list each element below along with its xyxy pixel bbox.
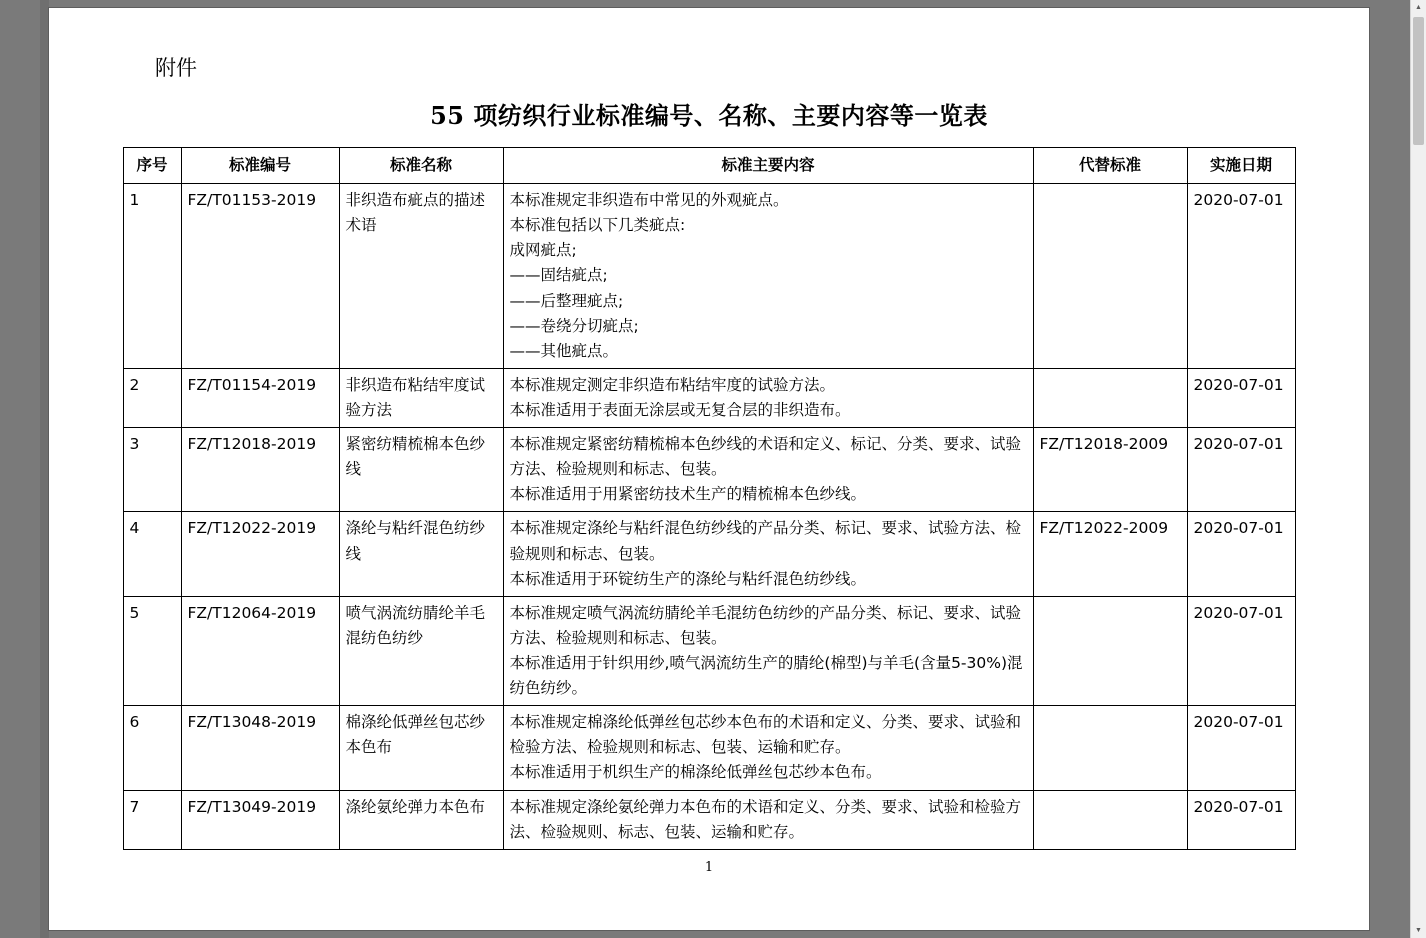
cell-replaced-standard [1033, 184, 1187, 369]
cell-effective-date: 2020-07-01 [1187, 368, 1295, 427]
cell-row-number: 6 [123, 706, 181, 790]
cell-standard-name: 紧密纺精梳棉本色纱线 [339, 428, 503, 512]
cell-row-number: 1 [123, 184, 181, 369]
cell-effective-date: 2020-07-01 [1187, 790, 1295, 849]
cell-row-number: 5 [123, 596, 181, 705]
content-line: 本标准包括以下几类疵点: [509, 216, 686, 235]
cell-standard-code: FZ/T13048-2019 [181, 706, 339, 790]
table-row [123, 428, 1295, 512]
cell-row-number: 3 [123, 428, 181, 512]
content-line: 本标准规定紧密纺精梳棉本色纱线的术语和定义、标记、分类、要求、试验方法、检验规则和标志、包装。 [509, 435, 1022, 479]
cell-effective-date: 2020-07-01 [1187, 428, 1295, 512]
cell-replaced-standard: FZ/T12022-2009 [1033, 512, 1187, 596]
column-header-date: 实施日期 [1187, 148, 1295, 184]
content-line: 本标准适用于机织生产的棉涤纶低弹丝包芯纱本色布。 [509, 763, 882, 782]
content-line: ——其他疵点。 [509, 341, 619, 360]
content-line: 本标准适用于表面无涂层或无复合层的非织造布。 [509, 400, 851, 419]
cell-standard-code: FZ/T12064-2019 [181, 596, 339, 705]
scroll-up-icon[interactable]: ▲ [1411, 0, 1426, 15]
cell-standard-content [503, 596, 1033, 705]
page-title: 55 项纺织行业标准编号、名称、主要内容等一览表 [430, 101, 988, 130]
scrollbar-thumb[interactable] [1413, 17, 1424, 145]
cell-effective-date: 2020-07-01 [1187, 512, 1295, 596]
cell-standard-name: 非织造布疵点的描述术语 [339, 184, 503, 369]
page-number: 1 [704, 859, 714, 875]
cell-standard-name: 喷气涡流纺腈纶羊毛混纺色纺纱 [339, 596, 503, 705]
cell-standard-content [503, 512, 1033, 596]
table-header-row [123, 148, 1295, 184]
cell-standard-code: FZ/T12022-2019 [181, 512, 339, 596]
table-row [123, 596, 1295, 705]
cell-replaced-standard: FZ/T12018-2009 [1033, 428, 1187, 512]
column-header-name: 标准名称 [339, 148, 503, 184]
page-left-margin [40, 0, 49, 938]
document-page [49, 8, 1369, 930]
column-header-content: 标准主要内容 [503, 148, 1033, 184]
cell-standard-content [503, 184, 1033, 369]
cell-replaced-standard [1033, 596, 1187, 705]
cell-effective-date: 2020-07-01 [1187, 706, 1295, 790]
cell-replaced-standard [1033, 368, 1187, 427]
content-line: 本标准规定非织造布中常见的外观疵点。 [509, 191, 789, 210]
column-header-no: 序号 [123, 148, 181, 184]
cell-effective-date: 2020-07-01 [1187, 184, 1295, 369]
content-line: ——后整理疵点; [509, 291, 624, 310]
cell-standard-content [503, 428, 1033, 512]
cell-standard-name: 涤纶与粘纤混色纺纱线 [339, 512, 503, 596]
cell-standard-name: 非织造布粘结牢度试验方法 [339, 368, 503, 427]
table-row [123, 790, 1295, 849]
cell-standard-name: 涤纶氨纶弹力本色布 [339, 790, 503, 849]
content-line: 本标准规定棉涤纶低弹丝包芯纱本色布的术语和定义、分类、要求、试验和检验方法、检验规则和标志、包装、运输和贮存。 [509, 713, 1022, 757]
content-line: 本标准规定测定非织造布粘结牢度的试验方法。 [509, 375, 836, 394]
cell-standard-name: 棉涤纶低弹丝包芯纱本色布 [339, 706, 503, 790]
column-header-replace: 代替标准 [1033, 148, 1187, 184]
cell-standard-content [503, 368, 1033, 427]
cell-effective-date: 2020-07-01 [1187, 596, 1295, 705]
content-line: 本标准规定涤纶与粘纤混色纺纱线的产品分类、标记、要求、试验方法、检验规则和标志、包装。 [509, 519, 1022, 563]
cell-row-number: 4 [123, 512, 181, 596]
cell-standard-code: FZ/T12018-2019 [181, 428, 339, 512]
table-row [123, 184, 1295, 369]
content-line: 本标准规定涤纶氨纶弹力本色布的术语和定义、分类、要求、试验和检验方法、检验规则、标志、包装、运输和贮存。 [509, 797, 1022, 841]
attachment-label: 附件 [155, 56, 197, 80]
cell-standard-code: FZ/T13049-2019 [181, 790, 339, 849]
content-line: 成网疵点; [509, 241, 577, 260]
cell-standard-code: FZ/T01153-2019 [181, 184, 339, 369]
cell-standard-code: FZ/T01154-2019 [181, 368, 339, 427]
content-line: 本标准适用于用紧密纺技术生产的精梳棉本色纱线。 [509, 485, 867, 504]
scroll-down-icon[interactable]: ▼ [1411, 923, 1426, 938]
cell-replaced-standard [1033, 706, 1187, 790]
cell-standard-content [503, 706, 1033, 790]
table-row [123, 706, 1295, 790]
content-line: 本标准适用于针织用纱,喷气涡流纺生产的腈纶(棉型)与羊毛(含量5-30%)混纺色纺纱。 [509, 653, 1023, 698]
vertical-scrollbar[interactable] [1410, 0, 1426, 938]
content-line: 本标准规定喷气涡流纺腈纶羊毛混纺色纺纱的产品分类、标记、要求、试验方法、检验规则和标志、包装。 [509, 603, 1022, 647]
table-body [123, 184, 1295, 850]
cell-row-number: 2 [123, 368, 181, 427]
content-line: ——卷绕分切疵点; [509, 316, 639, 335]
standards-table [123, 147, 1296, 850]
table-row [123, 368, 1295, 427]
column-header-code: 标准编号 [181, 148, 339, 184]
content-line: 本标准适用于环锭纺生产的涤纶与粘纤混色纺纱线。 [509, 569, 867, 588]
cell-standard-content [503, 790, 1033, 849]
table-row [123, 512, 1295, 596]
content-line: ——固结疵点; [509, 266, 608, 285]
cell-replaced-standard [1033, 790, 1187, 849]
cell-row-number: 7 [123, 790, 181, 849]
